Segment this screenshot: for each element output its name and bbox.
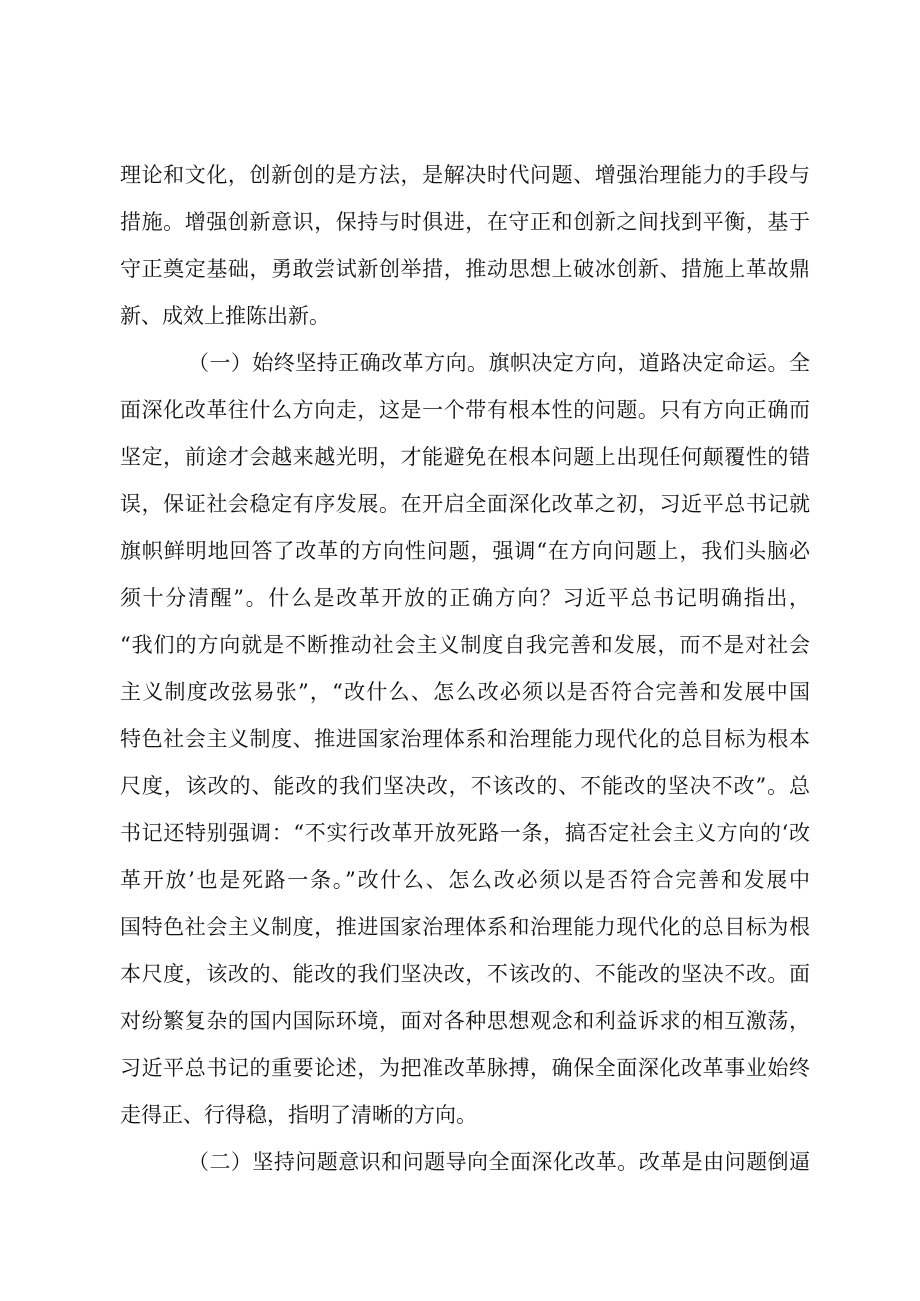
text-line: 革开放’也是死路一条。”改什么、怎么改必须以是否符合完善和发展中 (120, 868, 810, 892)
text-line: 理论和文化，创新创的是方法，是解决时代问题、增强治理能力的手段与 (120, 163, 810, 187)
text-line: 旗帜鲜明地回答了改革的方向性问题，强调“在方向问题上，我们头脑必 (120, 539, 810, 563)
text-line: 坚定，前途才会越来越光明，才能避免在根本问题上出现任何颠覆性的错 (120, 445, 810, 469)
text-line: 面深化改革往什么方向走，这是一个带有根本性的问题。只有方向正确而 (120, 398, 810, 422)
text-line: 尺度，该改的、能改的我们坚决改，不该改的、不能改的坚决不改”。总 (120, 774, 810, 798)
text-line: 习近平总书记的重要论述，为把准改革脉搏，确保全面深化改革事业始终 (120, 1056, 810, 1080)
text-line: 守正奠定基础，勇敢尝试新创举措，推动思想上破冰创新、措施上革故鼎 (120, 257, 810, 281)
text-line: 走得正、行得稳，指明了清晰的方向。 (120, 1103, 477, 1127)
text-line: 误，保证社会稳定有序发展。在开启全面深化改革之初，习近平总书记就 (120, 492, 810, 516)
text-line: 措施。增强创新意识，保持与时俱进，在守正和创新之间找到平衡，基于 (120, 210, 810, 234)
section-heading-line: （一）始终坚持正确改革方向。旗帜决定方向，道路决定命运。全 (188, 351, 810, 375)
text-line: 国特色社会主义制度，推进国家治理体系和治理能力现代化的总目标为根 (120, 915, 810, 939)
section-heading-line: （二）坚持问题意识和问题导向全面深化改革。改革是由问题倒逼 (188, 1150, 810, 1174)
text-line: 新、成效上推陈出新。 (120, 304, 330, 328)
text-line: 本尺度，该改的、能改的我们坚决改，不该改的、不能改的坚决不改。面 (120, 962, 810, 986)
text-line: 须十分清醒”。什么是改革开放的正确方向？习近平总书记明确指出， (120, 586, 810, 610)
document-body (120, 152, 810, 1186)
text-line: 特色社会主义制度、推进国家治理体系和治理能力现代化的总目标为根本 (120, 727, 810, 751)
text-line: “我们的方向就是不断推动社会主义制度自我完善和发展，而不是对社会 (120, 633, 810, 657)
text-line: 书记还特别强调：“不实行改革开放死路一条，搞否定社会主义方向的‘改 (120, 821, 810, 845)
text-line: 主义制度改弦易张”，“改什么、怎么改必须以是否符合完善和发展中国 (120, 680, 810, 704)
text-line: 对纷繁复杂的国内国际环境，面对各种思想观念和利益诉求的相互激荡， (120, 1009, 810, 1033)
